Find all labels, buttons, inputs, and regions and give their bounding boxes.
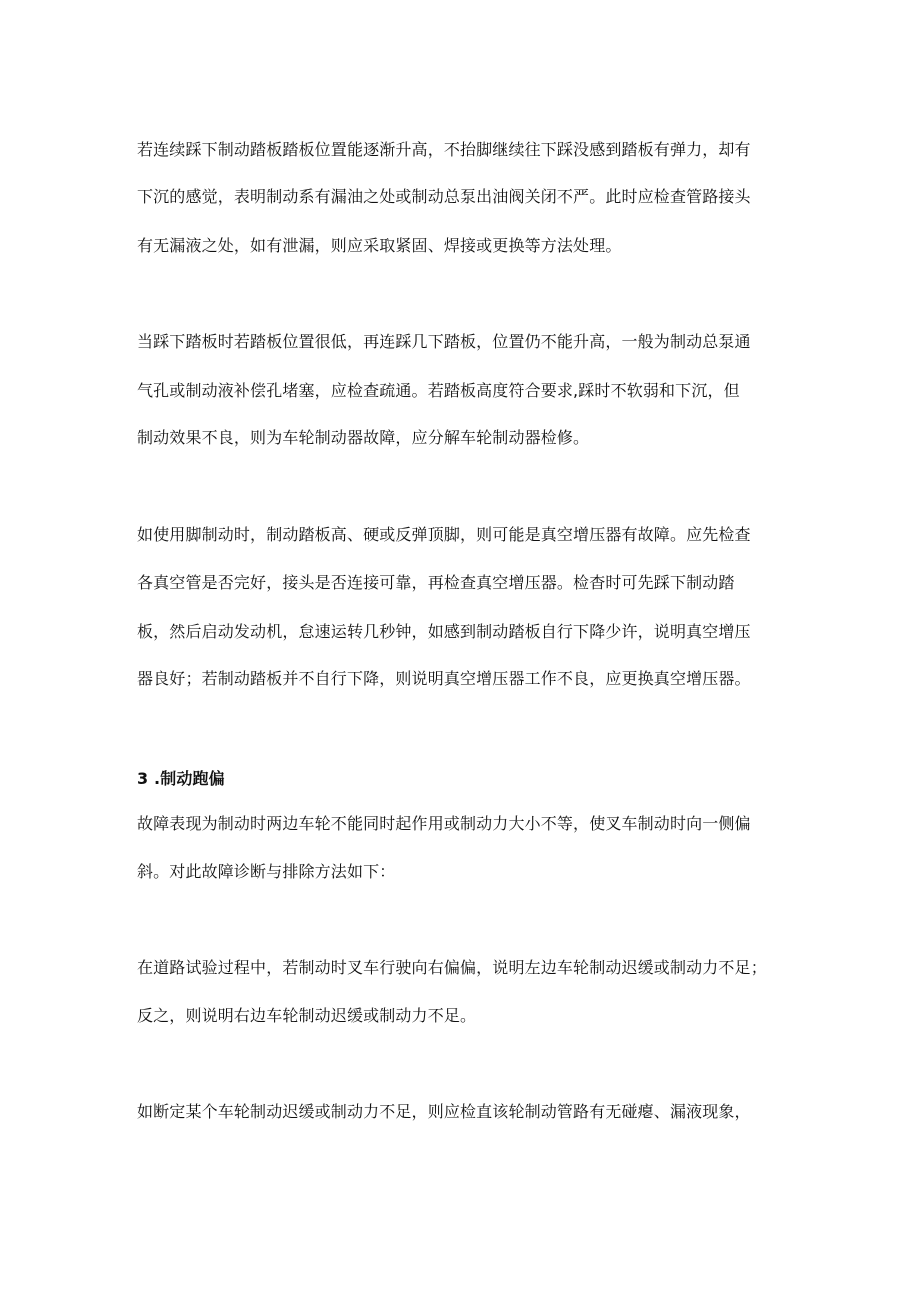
paragraph-1-line-3: 有无漏液之处，如有泄漏，则应采取紧固、焊接或更换等方法处理。 [137, 236, 622, 255]
paragraph-2-line-2: 气孔或制动液补偿孔堵塞，应检查疏通。若踏板高度符合要求,踩时不软弱和下沉，但 [137, 381, 740, 400]
section-paragraph-2-line-1: 如断定某个车轮制动迟缓或制动力不足，则应检直该轮制动管路有无碰瘪、漏液现象， [137, 1102, 751, 1121]
paragraph-2-line-1: 当踩下踏板时若踏板位置很低，再连踩几下踏板，位置仍不能升高，一般为制动总泵通 [137, 332, 751, 351]
paragraph-3-line-1: 如使用脚制动时，制动踏板高、硬或反弹顶脚，则可能是真空增压器有故障。应先检查 [137, 525, 751, 544]
paragraph-3-line-4: 器良好；若制动踏板并不自行下降，则说明真空增压器工作不良，应更换真空增压器。 [137, 669, 751, 688]
section-intro-line-1: 故障表现为制动时两边车轮不能同时起作用或制动力大小不等，使叉车制动时向一侧偏 [137, 814, 751, 833]
paragraph-3-line-2: 各真空管是否完好，接头是否连接可靠，再检查真空增压器。检杳时可先踩下制动踏 [137, 573, 735, 592]
paragraph-3-line-3: 板，然后启动发动机，怠速运转几秒钟，如感到制动踏板自行下降少许，说明真空增压 [137, 622, 751, 641]
section-heading: 3 .制动跑偏 [137, 769, 225, 788]
paragraph-1-line-2: 下沉的感觉，表明制动系有漏油之处或制动总泵出油阀关闭不严。此时应检查管路接头 [137, 187, 751, 206]
paragraph-1-line-1: 若连续踩下制动踏板踏板位置能逐渐升高，不抬脚继续往下踩没感到踏板有弹力，却有 [137, 140, 751, 159]
section-paragraph-1-line-1: 在道路试验过程中，若制动时叉车行驶向右偏偏，说明左边车轮制动迟缓或制动力不足； [137, 958, 767, 977]
paragraph-2-line-3: 制动效果不良，则为车轮制动器故障，应分解车轮制动器检修。 [137, 428, 590, 447]
section-paragraph-1-line-2: 反之，则说明右边车轮制动迟缓或制动力不足。 [137, 1006, 477, 1025]
section-intro-line-2: 斜。对此故障诊断与排除方法如下： [137, 862, 396, 881]
